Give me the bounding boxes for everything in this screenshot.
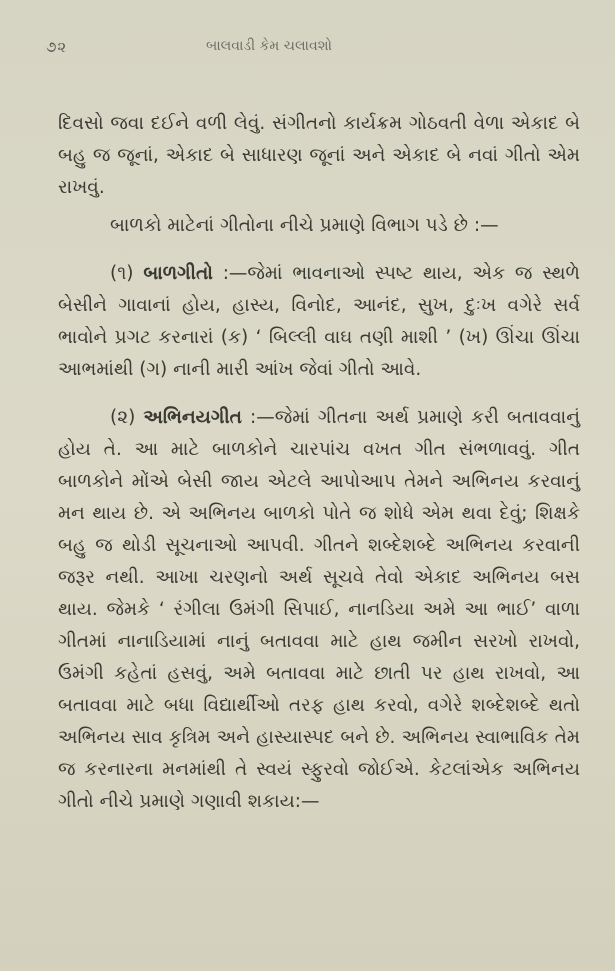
section-term: બાળગીતો <box>143 263 213 284</box>
paragraph-balgeet <box>58 258 580 386</box>
paragraph-categories: બાળકો માટેનાં ગીતોના નીચે પ્રમાણે વિભાગ પડે છે :— <box>110 215 499 236</box>
paragraph-intro: દિવસો જવા દઈને વળી લેવું. સંગીતનો કાર્યક્રમ ગોઠવતી વેળા એકાદ બે બહુ જ જૂનાં, એકાદ બે સાધારણ જૂનાં અને એકાદ બે નવાં ગીતો એમ રાખવું. <box>58 113 580 198</box>
page-header <box>0 38 615 64</box>
section-text: :—જેમાં ભાવનાઓ સ્પષ્ટ થાય, એક જ સ્થળે બેસીને ગાવાનાં હોય, હાસ્ય, વિનોદ, આનંદ, સુખ, દુઃખ વગેરે સર્વ ભાવોને પ્રગટ કરનારાં (ક) ‘ બિલ્લી વાઘ તણી માશી ’ (ખ) ઊંચા ઊંચા આભમાંથી (ગ) નાની મારી આંખ જેવાં ગીતો આવે. <box>58 263 580 380</box>
paragraph-abhinaygeet <box>58 402 580 818</box>
page-number: ૭૨ <box>46 38 68 56</box>
section-text: :—જેમાં ગીતના અર્થ પ્રમાણે કરી બતાવવાનું હોય તે. આ માટે બાળકોને ચારપાંચ વખત ગીત સંભળાવવું. ગીત બાળકોને મોંએ બેસી જાય એટલે આપોઆપ તેમને અભિનય કરવાનું મન થાય છે. એ અભિનય બાળકો પોતે જ શોધે એમ થવા દેવું; શિક્ષકે બહુ જ થોડી સૂચનાઓ આપવી. ગીતને શબ્દેશબ્દે અભિનય કરવાની જરૂર નથી. આખા ચરણનો અર્થ સૂચવે તેવો એકાદ અભિનય બસ થાય. જેમકે ‘ રંગીલા ઉમંગી સિપાઈ, નાનડિયા અમે આ ભાઈ’ વાળા ગીતમાં નાનાડિયામાં નાનું બતાવવા માટે હાથ જમીન સરખો રાખવો, ઉમંગી કહેતાં હસવું, અમે બતાવવા માટે છાતી પર હાથ રાખવો, આ બતાવવા માટે બધા વિદ્યાર્થીઓ તરફ હાથ કરવો, વગેરે શબ્દેશબ્દે થતો અભિનય સાવ કૃત્રિમ અને હાસ્યાસ્પદ બને છે. અભિનય સ્વાભાવિક તેમ જ કરનારના મનમાંથી તે સ્વયં સ્ફુરવો જોઈએ. કેટલાંએક અભિનય ગીતો નીચે પ્રમાણે ગણાવી શકાય:— <box>58 407 580 812</box>
body-text <box>58 108 580 818</box>
running-title: બાલવાડી કેમ ચલાવશો <box>206 38 332 54</box>
section-term: અભિનયગીત <box>143 407 242 428</box>
item-number: (૧) <box>110 263 134 284</box>
item-number: (૨) <box>110 407 136 428</box>
